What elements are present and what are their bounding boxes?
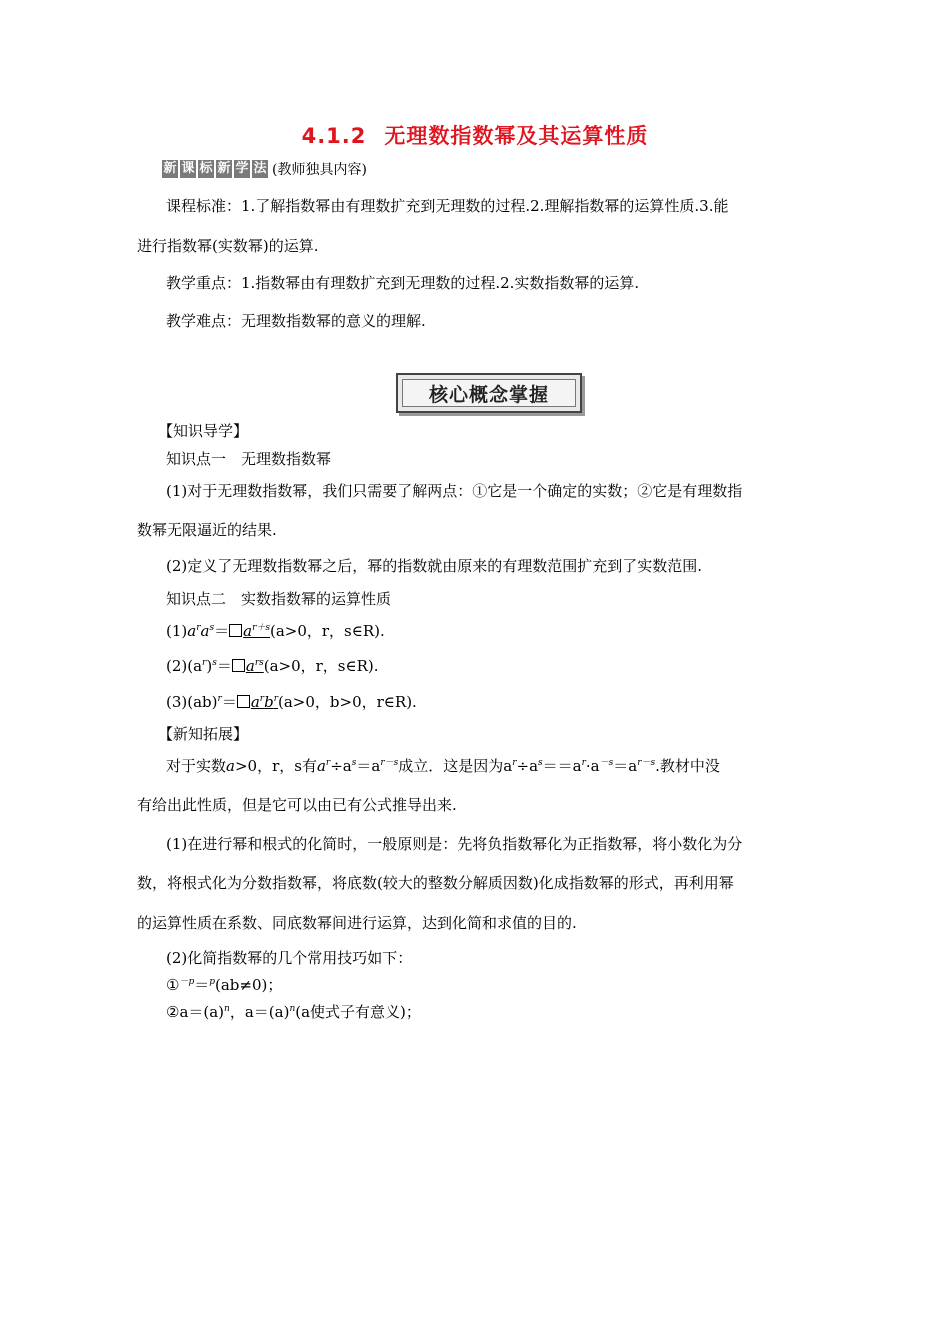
exponent: r－s xyxy=(637,758,656,768)
formula-3 xyxy=(166,692,417,712)
answer-box-icon xyxy=(229,624,242,637)
text-run: >0，r，s有 xyxy=(234,757,317,775)
answer-base: b xyxy=(264,693,274,711)
formula-answer xyxy=(229,622,270,640)
knowledge-point-1: 知识点一 无理数指数幂 xyxy=(166,450,332,468)
badge-note: (教师独具内容) xyxy=(272,162,367,178)
badge-char: 新 xyxy=(163,161,177,176)
exponent: r xyxy=(581,758,586,768)
exponent: －p xyxy=(179,977,195,987)
exponent: s xyxy=(538,758,543,768)
formula-equals: ＝ xyxy=(221,693,237,711)
text-run: .教材中没 xyxy=(655,757,720,775)
formula-equals: ＝ xyxy=(216,657,232,675)
knowledge-point-2: 知识点二 实数指数幂的运算性质 xyxy=(166,590,392,608)
exponent: s xyxy=(351,758,357,768)
core-concept-banner xyxy=(396,373,582,413)
text-run: ÷a xyxy=(330,757,352,775)
text-run: ＝ xyxy=(194,976,210,994)
formula-condition: (a>0，r，s∈R). xyxy=(269,622,385,640)
formula-condition: (a>0，r，s∈R). xyxy=(263,657,379,675)
section-number: 4.1.2 xyxy=(301,124,367,148)
text-run: ＝a xyxy=(613,757,638,775)
method-badge xyxy=(162,159,367,179)
text-run: (a使式子有意义)； xyxy=(295,1003,421,1021)
formula-prefix: (3) xyxy=(166,693,188,711)
answer-exponent: r xyxy=(259,694,265,704)
core-concept-banner-text: 核心概念掌握 xyxy=(402,379,576,407)
formula-exponent: s xyxy=(209,623,215,633)
formula-exponent: s xyxy=(212,658,217,668)
text-run: ·a xyxy=(585,757,600,775)
teaching-difficulty: 教学难点：无理数指数幂的意义的理解. xyxy=(166,312,426,330)
formula-base: a xyxy=(187,622,197,640)
answer-exponent: r＋s xyxy=(252,623,270,633)
exponent: n xyxy=(289,1004,296,1014)
text-run: ②a＝(a) xyxy=(166,1003,225,1021)
extension-para-1-line1: (1)在进行幂和根式的化简时，一般原则是：先将负指数幂化为正指数幂，将小数化为分 xyxy=(166,835,743,853)
formula-exponent: r xyxy=(217,694,222,704)
text-run: ，a＝(a) xyxy=(229,1003,290,1021)
answer-exponent: r xyxy=(273,694,279,704)
formula-base: a xyxy=(200,622,210,640)
formula-exponent: r xyxy=(202,658,207,668)
knowledge-heading: 【知识导学】 xyxy=(158,422,249,440)
exponent: r xyxy=(325,758,331,768)
text-run: a xyxy=(316,757,326,775)
formula-condition: (a>0，b>0，r∈R). xyxy=(278,693,417,711)
formula-answer xyxy=(237,693,278,711)
text-run: ＝＝a xyxy=(542,757,582,775)
formula-answer xyxy=(232,657,264,675)
answer-box-icon xyxy=(237,695,250,708)
course-standard-line2: 进行指数幂(实数幂)的运算. xyxy=(137,237,319,255)
exponent: r xyxy=(512,758,517,768)
text-run: ① xyxy=(166,976,180,994)
formula-paren: ) xyxy=(206,657,213,675)
answer-base: a xyxy=(245,657,255,675)
text-run: (ab≠0)； xyxy=(215,976,283,994)
badge-char: 标 xyxy=(199,161,213,176)
kp1-paragraph-1-line1: (1)对于无理数指数幂，我们只需要了解两点：①它是一个确定的实数；②它是有理数指 xyxy=(166,482,743,500)
technique-2 xyxy=(166,1002,421,1022)
answer-base: a xyxy=(250,693,260,711)
formula-equals: ＝ xyxy=(214,622,230,640)
course-standard-line1: 课程标准：1.了解指数幂由有理数扩充到无理数的过程.2.理解指数幂的运算性质.3.能 xyxy=(166,197,729,215)
extension-para-2: (2)化简指数幂的几个常用技巧如下： xyxy=(166,949,413,967)
formula-1 xyxy=(166,621,385,641)
text-run: a xyxy=(226,757,235,775)
badge-char: 新 xyxy=(217,161,231,176)
kp1-paragraph-1-line2: 数幂无限逼近的结果. xyxy=(137,521,277,539)
teaching-focus: 教学重点：1.指数幂由有理数扩充到无理数的过程.2.实数指数幂的运算. xyxy=(166,274,640,292)
badge-char: 课 xyxy=(181,161,195,176)
badge-char: 学 xyxy=(235,161,249,176)
formula-2 xyxy=(166,656,379,676)
text-run: ÷a xyxy=(516,757,539,775)
exponent: r－s xyxy=(380,758,399,768)
text-run: 对于实数 xyxy=(166,757,227,775)
text-run: ＝a xyxy=(356,757,381,775)
badge-char: 法 xyxy=(253,161,267,176)
section-title xyxy=(0,120,950,150)
formula-exponent: r xyxy=(196,623,201,633)
section-title-text: 无理数指数幂及其运算性质 xyxy=(384,124,649,148)
answer-exponent: rs xyxy=(254,658,264,668)
exponent: n xyxy=(224,1004,230,1014)
formula-base: (ab) xyxy=(187,693,218,711)
formula-base: (a xyxy=(187,657,203,675)
formula-prefix: (1) xyxy=(166,622,188,640)
extension-para-1-line2: 数，将根式化为分数指数幂，将底数(较大的整数分解质因数)化成指数幂的形式，再利用幂 xyxy=(137,874,734,892)
exponent: p xyxy=(209,977,215,987)
answer-base: a xyxy=(243,622,253,640)
extension-line-2: 有给出此性质，但是它可以由已有公式推导出来. xyxy=(137,796,457,814)
kp1-paragraph-2: (2)定义了无理数指数幂之后，幂的指数就由原来的有理数范围扩充到了实数范围. xyxy=(166,557,703,575)
formula-prefix: (2) xyxy=(166,657,188,675)
technique-1 xyxy=(166,975,282,995)
extension-para-1-line3: 的运算性质在系数、同底数幂间进行运算，达到化简和求值的目的. xyxy=(137,914,577,932)
extension-line-1 xyxy=(166,756,720,776)
extension-heading: 【新知拓展】 xyxy=(158,725,249,743)
exponent: －s xyxy=(599,758,614,768)
text-run: 成立．这是因为a xyxy=(398,757,513,775)
answer-box-icon xyxy=(232,659,245,672)
